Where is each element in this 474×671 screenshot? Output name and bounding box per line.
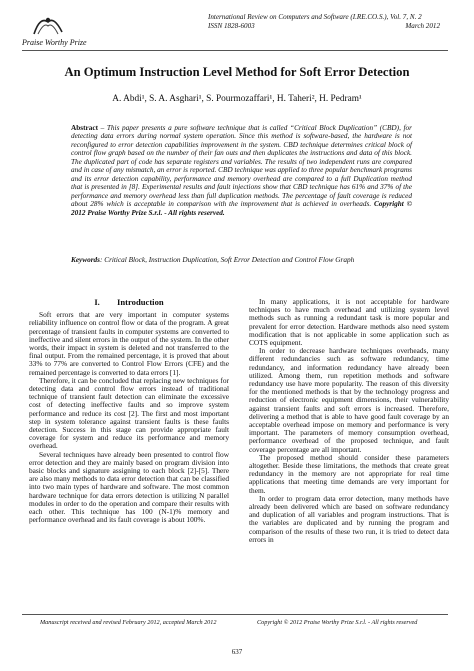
right-column <box>249 298 449 544</box>
section-heading-introduction: I. Introduction <box>94 297 164 307</box>
paper-title: An Optimum Instruction Level Method for Soft Error Detection <box>64 65 410 79</box>
journal-name: International Review on Computers and Software (I.RE.CO.S.), Vol. 7, N. 2 <box>208 13 422 21</box>
paragraph: In many applications, it is not acceptable for hardware techniques to have much overhead and utilizing system level methods such as running a redundant task is more popular and prevalent for error detection. Hardware methods also need system modification that is not applicable in some application such as COTS equipment. <box>249 297 449 348</box>
paragraph: Several techniques have already been presented to control flow error detection and they are mainly based on program division into basic blocks and signature assigning to each block [2]-[5]. There are also many methods to data error detection that can be classified into two main types of hardware and software. The most common hardware technique for data errors detection is utilizing N parallel modules in order to do the operation and compare their results with each other. This technique has 100 (N-1)% memory and performance overhead and its fault coverage is about 100%. <box>29 449 229 525</box>
footer-rule <box>22 614 448 615</box>
page-number: 637 <box>231 648 243 656</box>
keywords-text: : Critical Block, Instruction Duplication, Soft Error Detection and Control Flow Graph <box>100 256 355 264</box>
footer-manuscript-dates: Manuscript received and revised February 2012, accepted March 2012 <box>40 619 217 626</box>
journal-issn: ISSN 1828-6003 <box>208 22 255 30</box>
publisher-logo-icon <box>30 14 66 38</box>
keywords-label: Keywords <box>71 256 100 264</box>
paragraph: In order to decrease hardware techniques overheads, many different redundancies such as software redundancy, time redundancy, and information redundancy have already been utilized. Among them, run repetition methods and software redundancy use have more popularity. The reason of this diversity for the mentioned methods is that by the technology progress and reduction of electronic equipment dimensions, their vulnerability against transient faults and soft errors is increased. Therefore, delivering a method that is able to have good fault coverage by an acceptable overhead impose on memory and performance is very important. The parameters of memory consumption overhead, performance overhead of the proposed technique, and fault coverage percentage are all important. <box>249 346 449 454</box>
abstract-text: – This paper presents a pure software technique that is called “Critical Block Duplication” (CBD), for detecting data errors during normal system operation. Since this method is software-based, the hardware is not reconfigured to error detection capabilities improvement in the system. CBD technique determines critical block of control flow graph based on the number of their fan outs and then duplicates the instructions and data of this block. The duplicated part of code has separate registers and variables. The results of two independent runs are compared and in case of any mismatch, an error is reported. CBD technique was applied to three popular benchmark programs and its error detection capability, performance and memory overhead are compared to a full Duplication method that is presented in [8]. Experimental results and fault injections show that CBD technique has 61% and 37% of the performance and memory overhead less than full duplication methods. The percentage of fault coverage is reduced about 28% which is acceptable in comparison with the improvement that is achieved in overheads. <box>71 124 412 209</box>
paragraph: In order to program data error detection, many methods have already been delivered which are based on software redundancy and duplication of all variables and program instructions. That is the variables are duplicated and by running the program and comparison of the results of these two run, it is tried to detect data errors in <box>249 493 449 544</box>
footer-copyright: Copyright © 2012 Praise Worthy Prize S.r.l. - All rights reserved <box>257 619 418 626</box>
left-column <box>29 298 229 524</box>
abstract <box>71 124 412 217</box>
publisher-logo-text: Praise Worthy Prize <box>22 38 87 47</box>
paragraph: Therefore, it can be concluded that replacing new techniques for detecting data and control flow errors instead of traditional technique of transient fault detection can eliminate the excessive cost of detecting ineffective faults and so improve system performance and reduce its cost [2]. The first and most important step in system tolerance against transient faults is these faults detection. Success in this stage can provide appropriate fault coverage for system and reduce its performance and memory overhead. <box>29 375 229 451</box>
paragraph: The proposed method should consider these parameters altogether. Beside these limitations, the methods that create great redundancy in the memory are not appropriate for real time applications that meeting time demands are very important for them. <box>249 452 449 495</box>
abstract-label: Abstract <box>71 124 98 132</box>
paper-authors: A. Abdi¹, S. A. Asghari¹, S. Pourmozaffari¹, H. Taheri², H. Pedram¹ <box>112 94 362 104</box>
journal-info <box>208 13 440 31</box>
journal-date: March 2012 <box>405 22 440 30</box>
paragraph: Soft errors that are very important in computer systems reliability influence on control flow or data of the program. A great percentage of transient faults in computer systems are converted to ineffective and silent errors in the output of the system. In the other words, their impact in system is deleted and not transferred to the final output. From the remained percentage, it is proved that about 33% to 77% are converted to Control Flow Errors (CFE) and the remained percentage is converted to data errors [1]. <box>29 310 229 377</box>
abstract-copyright: Copyright © 2012 Praise Worthy Prize S.r.l. - All rights reserved. <box>71 200 412 217</box>
header-rule <box>22 50 448 51</box>
journal-issn-row <box>208 22 440 31</box>
keywords <box>71 256 412 265</box>
publisher-logo <box>22 14 152 50</box>
